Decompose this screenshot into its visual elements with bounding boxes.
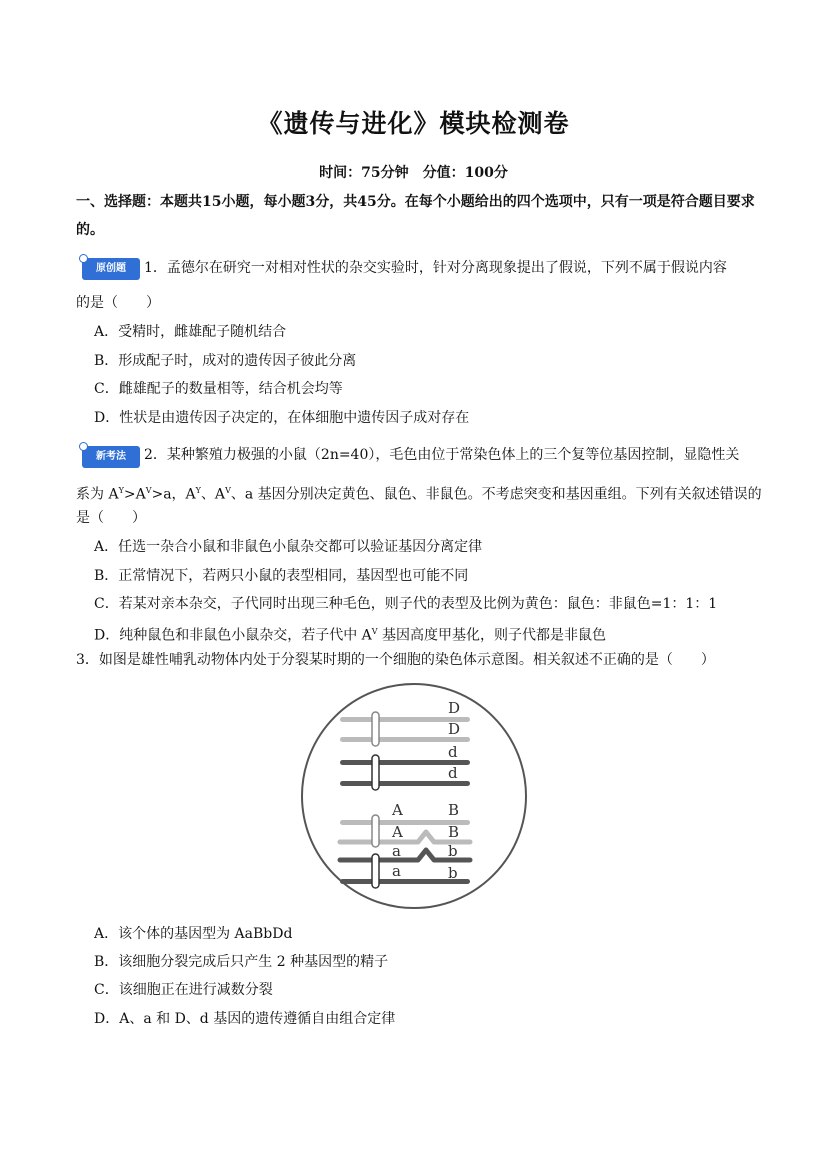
q1-option-d: D．性状是由遗传因子决定的，在体细胞中遗传因子成对存在	[94, 410, 470, 426]
original-question-badge: 原创题	[82, 258, 140, 280]
q3-option-c: C．该细胞正在进行减数分裂	[94, 982, 273, 998]
centromere-upper-light	[372, 712, 379, 746]
q2-option-a: A．任选一杂合小鼠和非鼠色小鼠杂交都可以验证基因分离定律	[94, 539, 483, 555]
q2-stem-end: 是（ ）	[76, 510, 146, 526]
badge-dot-icon	[79, 442, 88, 451]
badge-dot-icon	[79, 254, 88, 263]
q2-option-b: B．正常情况下，若两只小鼠的表型相同，基因型也可能不同	[94, 568, 469, 584]
gene-label: B	[448, 801, 460, 819]
page-title: 《遗传与进化》模块检测卷	[257, 109, 570, 138]
gene-label: D	[448, 720, 461, 738]
gene-label: d	[448, 743, 458, 761]
exam-meta: 时间：75分钟 分值：100分	[319, 165, 508, 181]
q2-option-d: D．纯种鼠色和非鼠色小鼠杂交，若子代中 $A^V$ 基因高度甲基化，则子代都是非鼠色	[94, 627, 607, 644]
centromere-lower-light	[372, 815, 379, 847]
gene-label: A	[392, 823, 403, 841]
gene-label: B	[448, 823, 460, 841]
gene-label: a	[392, 862, 401, 880]
gene-label: b	[448, 842, 458, 860]
q1-stem-cont: 的是（ ）	[76, 295, 160, 311]
q1-option-c: C．雌雄配子的数量相等，结合机会均等	[94, 381, 343, 397]
section-heading: 一、选择题：本题共15小题，每小题3分，共45分。在每个小题给出的四个选项中，只有一项是符合题目要求的。	[76, 194, 755, 238]
q3-stem: 3．如图是雄性哺乳动物体内处于分裂某时期的一个细胞的染色体示意图。相关叙述不正确的是（ ）	[76, 652, 715, 668]
gene-label: A	[392, 801, 403, 819]
centromere-upper-dark	[372, 755, 379, 790]
q1-stem: 1．孟德尔在研究一对相对性状的杂交实验时，针对分离现象提出了假说，下列不属于假说内容	[144, 260, 727, 276]
q3-option-a: A．该个体的基因型为 AaBbDd	[94, 926, 293, 942]
q2-stem-cont: 系为 $A^Y>A^V>a$，$A^Y$、$A^V$、a 基因分别决定黄色、鼠色、非鼠色。不考虑突变和基因重组。下列有关叙述错误的	[76, 486, 762, 503]
new-method-badge: 新考法	[82, 446, 140, 468]
q2-option-c: C．若某对亲本杂交，子代同时出现三种毛色，则子代的表型及比例为黄色：鼠色：非鼠色=1：1：1	[94, 596, 718, 612]
gene-label: a	[392, 842, 401, 860]
centromere-lower-dark	[372, 854, 379, 888]
chromosome-diagram	[300, 680, 528, 912]
gene-label: D	[448, 699, 461, 717]
q2-stem: 2．某种繁殖力极强的小鼠（2n=40），毛色由位于常染色体上的三个复等位基因控制，显隐性关	[144, 447, 740, 463]
q1-option-a: A．受精时，雌雄配子随机结合	[94, 324, 287, 340]
q3-option-d: D．A、a 和 D、d 基因的遗传遵循自由组合定律	[94, 1011, 396, 1027]
q3-option-b: B．该细胞分裂完成后只产生 2 种基因型的精子	[94, 954, 389, 970]
gene-label: b	[448, 864, 458, 882]
gene-label: d	[448, 764, 458, 782]
q1-option-b: B．形成配子时，成对的遗传因子彼此分离	[94, 353, 357, 369]
